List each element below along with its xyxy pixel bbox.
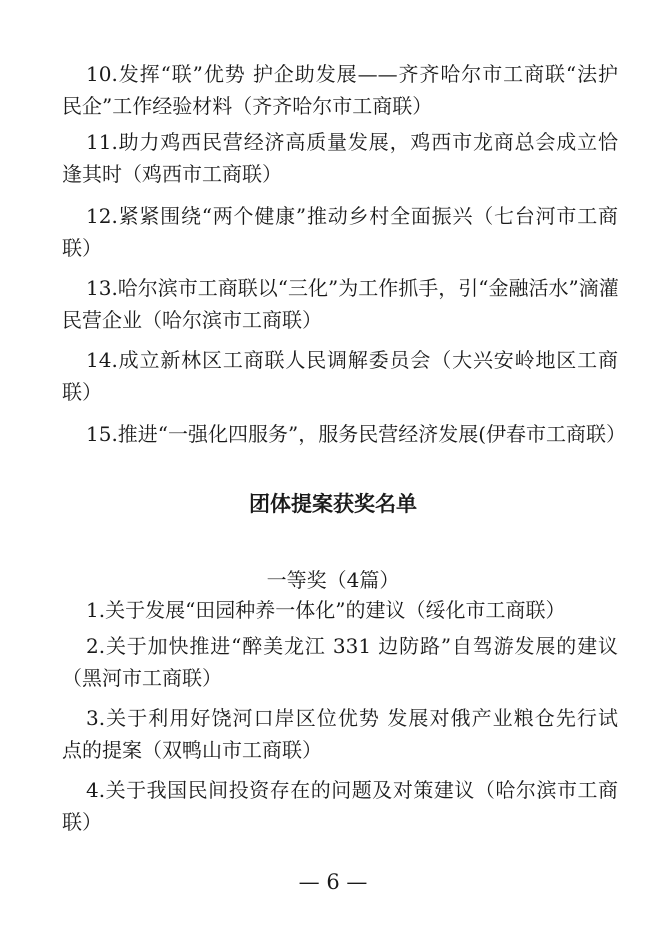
item-text-line2: 民营企业（哈尔滨市工商联） xyxy=(62,308,322,332)
item-text-line1: 14.成立新林区工商联人民调解委员会（大兴安岭地区工商 xyxy=(86,348,618,372)
award-list-item xyxy=(62,344,618,408)
page-number: — 6 — xyxy=(298,870,368,894)
section-title: 团体提案获奖名单 xyxy=(249,492,417,516)
item-text-line1: 13.哈尔滨市工商联以“三化”为工作抓手，引“金融活水”滴灌 xyxy=(86,276,619,300)
item-text-line1: 4.关于我国民间投资存在的问题及对策建议（哈尔滨市工商 xyxy=(86,778,618,802)
item-text-line1: 3.关于利用好饶河口岸区位优势 发展对俄产业粮仓先行试 xyxy=(86,706,618,730)
award-list-item xyxy=(62,126,618,190)
item-text-line2: 点的提案（双鸭山市工商联） xyxy=(62,738,322,762)
proposal-list-item xyxy=(62,702,618,766)
item-text-line1: 10.发挥“联”优势 护企助发展——齐齐哈尔市工商联“法护 xyxy=(86,62,618,86)
item-text-line2: 联） xyxy=(62,810,102,834)
item-text-line1: 11.助力鸡西民营经济高质量发展，鸡西市龙商总会成立恰 xyxy=(86,130,618,154)
proposal-list-item xyxy=(62,774,618,838)
item-text-line1: 1.关于发展“田园种养一体化”的建议（绥化市工商联） xyxy=(86,598,566,622)
item-text-line2: 民企”工作经验材料（齐齐哈尔市工商联） xyxy=(62,94,433,118)
item-text-line1: 15.推进“一强化四服务”，服务民营经济发展(伊春市工商联） xyxy=(86,422,627,446)
proposal-list-item xyxy=(86,594,618,626)
item-text-line2: 联） xyxy=(62,236,102,260)
item-text-line1: 12.紧紧围绕“两个健康”推动乡村全面振兴（七台河市工商 xyxy=(86,204,618,228)
item-text-line2: （黑河市工商联） xyxy=(62,666,222,690)
award-list-item xyxy=(86,418,627,450)
proposal-list-item xyxy=(62,630,618,694)
item-text-line2: 逢其时（鸡西市工商联） xyxy=(62,162,282,186)
item-text-line2: 联） xyxy=(62,380,102,404)
award-list-item xyxy=(62,200,618,264)
award-list-item xyxy=(62,272,619,336)
item-text-line1: 2.关于加快推进“醉美龙江 331 边防路”自驾游发展的建议 xyxy=(86,634,618,658)
first-prize-heading: 一等奖（4篇） xyxy=(266,568,400,592)
award-list-item xyxy=(62,58,618,122)
